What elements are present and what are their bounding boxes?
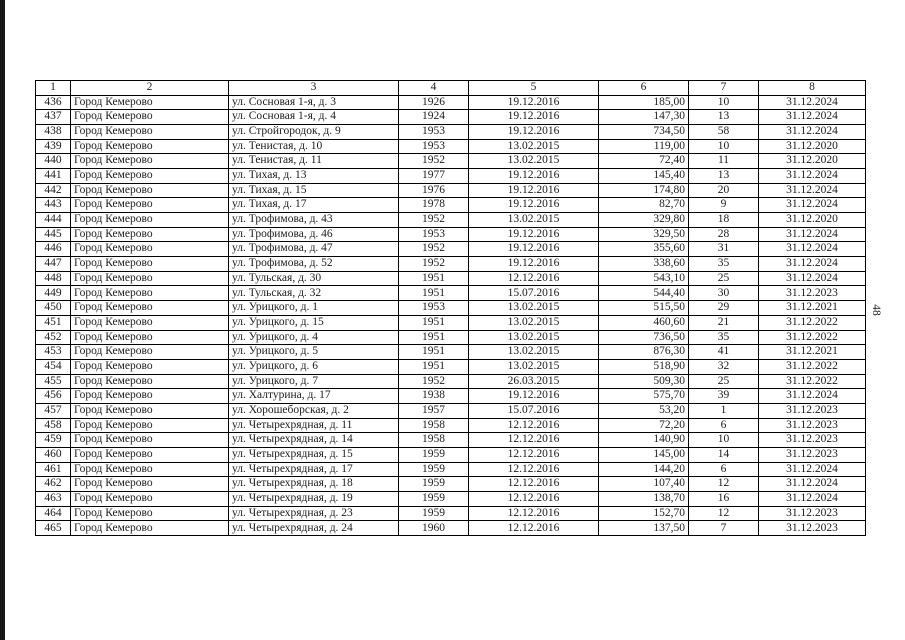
header-col-2: 2 (71, 81, 229, 96)
cell-date: 13.02.2015 (469, 154, 599, 169)
cell-date: 19.12.2016 (469, 124, 599, 139)
cell-deadline: 31.12.2024 (759, 492, 866, 507)
cell-row-number: 457 (36, 403, 71, 418)
cell-address: ул. Урицкого, д. 15 (229, 315, 399, 330)
cell-row-number: 439 (36, 139, 71, 154)
cell-date: 19.12.2016 (469, 95, 599, 110)
cell-count: 10 (689, 433, 759, 448)
cell-address: ул. Четырехрядная, д. 19 (229, 492, 399, 507)
table-container (35, 80, 866, 536)
cell-date: 19.12.2016 (469, 198, 599, 213)
cell-area: 144,20 (599, 462, 689, 477)
cell-deadline: 31.12.2024 (759, 227, 866, 242)
table-row (36, 359, 866, 374)
cell-address: ул. Трофимова, д. 46 (229, 227, 399, 242)
cell-deadline: 31.12.2023 (759, 433, 866, 448)
cell-row-number: 458 (36, 418, 71, 433)
cell-count: 9 (689, 198, 759, 213)
cell-address: ул. Тихая, д. 17 (229, 198, 399, 213)
cell-municipality: Город Кемерово (71, 477, 229, 492)
cell-deadline: 31.12.2022 (759, 315, 866, 330)
cell-count: 25 (689, 374, 759, 389)
cell-address: ул. Трофимова, д. 52 (229, 257, 399, 272)
cell-date: 13.02.2015 (469, 345, 599, 360)
cell-count: 6 (689, 418, 759, 433)
table-row (36, 462, 866, 477)
table-header (36, 81, 866, 96)
table-row (36, 389, 866, 404)
cell-area: 338,60 (599, 257, 689, 272)
cell-date: 12.12.2016 (469, 433, 599, 448)
cell-municipality: Город Кемерово (71, 154, 229, 169)
page-number: 48 (870, 304, 882, 316)
cell-year: 1959 (399, 492, 469, 507)
table-row (36, 521, 866, 536)
cell-municipality: Город Кемерово (71, 330, 229, 345)
cell-municipality: Город Кемерово (71, 198, 229, 213)
housing-register-table (35, 80, 866, 536)
cell-date: 12.12.2016 (469, 448, 599, 463)
cell-row-number: 444 (36, 213, 71, 228)
cell-count: 20 (689, 183, 759, 198)
cell-year: 1952 (399, 154, 469, 169)
cell-deadline: 31.12.2024 (759, 257, 866, 272)
cell-address: ул. Четырехрядная, д. 15 (229, 448, 399, 463)
cell-count: 30 (689, 286, 759, 301)
cell-year: 1959 (399, 462, 469, 477)
cell-area: 575,70 (599, 389, 689, 404)
cell-deadline: 31.12.2020 (759, 139, 866, 154)
cell-row-number: 462 (36, 477, 71, 492)
cell-row-number: 448 (36, 271, 71, 286)
cell-count: 13 (689, 110, 759, 125)
table-row (36, 374, 866, 389)
cell-count: 10 (689, 139, 759, 154)
cell-address: ул. Тенистая, д. 11 (229, 154, 399, 169)
cell-year: 1953 (399, 227, 469, 242)
cell-count: 35 (689, 257, 759, 272)
cell-year: 1959 (399, 448, 469, 463)
cell-municipality: Город Кемерово (71, 403, 229, 418)
cell-deadline: 31.12.2024 (759, 168, 866, 183)
cell-date: 13.02.2015 (469, 315, 599, 330)
cell-year: 1951 (399, 359, 469, 374)
cell-address: ул. Тульская, д. 30 (229, 271, 399, 286)
cell-address: ул. Стройгородок, д. 9 (229, 124, 399, 139)
table-row (36, 227, 866, 242)
cell-area: 518,90 (599, 359, 689, 374)
cell-municipality: Город Кемерово (71, 506, 229, 521)
cell-municipality: Город Кемерово (71, 257, 229, 272)
cell-area: 72,20 (599, 418, 689, 433)
header-col-1: 1 (36, 81, 71, 96)
cell-row-number: 443 (36, 198, 71, 213)
cell-count: 6 (689, 462, 759, 477)
table-row (36, 271, 866, 286)
cell-address: ул. Четырехрядная, д. 23 (229, 506, 399, 521)
cell-row-number: 441 (36, 168, 71, 183)
header-col-7: 7 (689, 81, 759, 96)
cell-deadline: 31.12.2024 (759, 242, 866, 257)
cell-deadline: 31.12.2024 (759, 110, 866, 125)
cell-row-number: 453 (36, 345, 71, 360)
cell-year: 1958 (399, 418, 469, 433)
cell-area: 138,70 (599, 492, 689, 507)
cell-deadline: 31.12.2024 (759, 462, 866, 477)
cell-count: 21 (689, 315, 759, 330)
cell-deadline: 31.12.2023 (759, 286, 866, 301)
cell-year: 1978 (399, 198, 469, 213)
table-row (36, 345, 866, 360)
cell-municipality: Город Кемерово (71, 301, 229, 316)
cell-area: 119,00 (599, 139, 689, 154)
cell-date: 12.12.2016 (469, 418, 599, 433)
cell-address: ул. Четырехрядная, д. 14 (229, 433, 399, 448)
cell-address: ул. Хорошеборская, д. 2 (229, 403, 399, 418)
cell-municipality: Город Кемерово (71, 521, 229, 536)
cell-deadline: 31.12.2023 (759, 448, 866, 463)
cell-row-number: 460 (36, 448, 71, 463)
cell-row-number: 442 (36, 183, 71, 198)
table-row (36, 139, 866, 154)
cell-municipality: Город Кемерово (71, 433, 229, 448)
table-row (36, 213, 866, 228)
cell-date: 19.12.2016 (469, 389, 599, 404)
header-col-4: 4 (399, 81, 469, 96)
cell-area: 82,70 (599, 198, 689, 213)
cell-year: 1951 (399, 330, 469, 345)
cell-row-number: 459 (36, 433, 71, 448)
table-row (36, 183, 866, 198)
cell-year: 1924 (399, 110, 469, 125)
cell-deadline: 31.12.2020 (759, 154, 866, 169)
cell-date: 12.12.2016 (469, 492, 599, 507)
cell-count: 1 (689, 403, 759, 418)
table-row (36, 124, 866, 139)
cell-row-number: 465 (36, 521, 71, 536)
cell-year: 1938 (399, 389, 469, 404)
table-row (36, 154, 866, 169)
cell-area: 140,90 (599, 433, 689, 448)
cell-year: 1959 (399, 477, 469, 492)
cell-date: 19.12.2016 (469, 183, 599, 198)
cell-area: 329,50 (599, 227, 689, 242)
cell-area: 515,50 (599, 301, 689, 316)
cell-row-number: 464 (36, 506, 71, 521)
cell-deadline: 31.12.2020 (759, 213, 866, 228)
cell-count: 16 (689, 492, 759, 507)
cell-municipality: Город Кемерово (71, 95, 229, 110)
cell-area: 147,30 (599, 110, 689, 125)
cell-area: 72,40 (599, 154, 689, 169)
cell-municipality: Город Кемерово (71, 286, 229, 301)
cell-year: 1959 (399, 506, 469, 521)
cell-row-number: 446 (36, 242, 71, 257)
cell-address: ул. Сосновая 1-я, д. 3 (229, 95, 399, 110)
cell-year: 1953 (399, 139, 469, 154)
header-row (36, 81, 866, 96)
cell-address: ул. Тихая, д. 13 (229, 168, 399, 183)
cell-municipality: Город Кемерово (71, 418, 229, 433)
cell-count: 32 (689, 359, 759, 374)
table-row (36, 448, 866, 463)
cell-deadline: 31.12.2024 (759, 477, 866, 492)
cell-year: 1952 (399, 213, 469, 228)
cell-address: ул. Тенистая, д. 10 (229, 139, 399, 154)
cell-date: 19.12.2016 (469, 242, 599, 257)
cell-address: ул. Четырехрядная, д. 11 (229, 418, 399, 433)
cell-municipality: Город Кемерово (71, 359, 229, 374)
cell-date: 12.12.2016 (469, 506, 599, 521)
cell-row-number: 436 (36, 95, 71, 110)
table-row (36, 242, 866, 257)
table-body (36, 95, 866, 536)
cell-area: 543,10 (599, 271, 689, 286)
cell-municipality: Город Кемерово (71, 462, 229, 477)
cell-municipality: Город Кемерово (71, 492, 229, 507)
cell-address: ул. Тихая, д. 15 (229, 183, 399, 198)
table-row (36, 110, 866, 125)
cell-year: 1977 (399, 168, 469, 183)
cell-year: 1958 (399, 433, 469, 448)
cell-municipality: Город Кемерово (71, 374, 229, 389)
cell-year: 1951 (399, 315, 469, 330)
cell-date: 13.02.2015 (469, 213, 599, 228)
cell-row-number: 451 (36, 315, 71, 330)
cell-count: 31 (689, 242, 759, 257)
cell-area: 355,60 (599, 242, 689, 257)
cell-year: 1951 (399, 345, 469, 360)
cell-municipality: Город Кемерово (71, 448, 229, 463)
cell-municipality: Город Кемерово (71, 213, 229, 228)
cell-address: ул. Трофимова, д. 43 (229, 213, 399, 228)
cell-area: 876,30 (599, 345, 689, 360)
table-row (36, 95, 866, 110)
cell-date: 19.12.2016 (469, 110, 599, 125)
cell-date: 19.12.2016 (469, 168, 599, 183)
cell-municipality: Город Кемерово (71, 139, 229, 154)
cell-address: ул. Тульская, д. 32 (229, 286, 399, 301)
cell-row-number: 456 (36, 389, 71, 404)
cell-count: 7 (689, 521, 759, 536)
cell-row-number: 449 (36, 286, 71, 301)
cell-row-number: 452 (36, 330, 71, 345)
cell-address: ул. Сосновая 1-я, д. 4 (229, 110, 399, 125)
cell-count: 18 (689, 213, 759, 228)
cell-count: 10 (689, 95, 759, 110)
cell-deadline: 31.12.2024 (759, 183, 866, 198)
scan-edge-artifact (0, 0, 5, 640)
cell-date: 12.12.2016 (469, 521, 599, 536)
cell-row-number: 438 (36, 124, 71, 139)
cell-address: ул. Урицкого, д. 4 (229, 330, 399, 345)
cell-area: 185,00 (599, 95, 689, 110)
cell-deadline: 31.12.2021 (759, 345, 866, 360)
cell-deadline: 31.12.2022 (759, 330, 866, 345)
cell-date: 12.12.2016 (469, 271, 599, 286)
table-row (36, 286, 866, 301)
cell-municipality: Город Кемерово (71, 389, 229, 404)
table-row (36, 403, 866, 418)
cell-row-number: 445 (36, 227, 71, 242)
cell-year: 1952 (399, 257, 469, 272)
cell-row-number: 455 (36, 374, 71, 389)
table-row (36, 477, 866, 492)
cell-address: ул. Урицкого, д. 5 (229, 345, 399, 360)
table-row (36, 315, 866, 330)
cell-address: ул. Урицкого, д. 1 (229, 301, 399, 316)
cell-municipality: Город Кемерово (71, 168, 229, 183)
cell-address: ул. Урицкого, д. 6 (229, 359, 399, 374)
cell-area: 107,40 (599, 477, 689, 492)
cell-date: 19.12.2016 (469, 227, 599, 242)
cell-date: 13.02.2015 (469, 359, 599, 374)
header-col-3: 3 (229, 81, 399, 96)
cell-deadline: 31.12.2023 (759, 521, 866, 536)
cell-area: 152,70 (599, 506, 689, 521)
cell-count: 39 (689, 389, 759, 404)
cell-date: 13.02.2015 (469, 139, 599, 154)
cell-count: 35 (689, 330, 759, 345)
table-row (36, 168, 866, 183)
cell-year: 1953 (399, 124, 469, 139)
cell-area: 736,50 (599, 330, 689, 345)
cell-year: 1951 (399, 271, 469, 286)
cell-deadline: 31.12.2021 (759, 301, 866, 316)
cell-address: ул. Трофимова, д. 47 (229, 242, 399, 257)
cell-area: 145,40 (599, 168, 689, 183)
cell-row-number: 463 (36, 492, 71, 507)
cell-date: 15.07.2016 (469, 286, 599, 301)
cell-deadline: 31.12.2024 (759, 198, 866, 213)
cell-municipality: Город Кемерово (71, 242, 229, 257)
cell-deadline: 31.12.2023 (759, 403, 866, 418)
cell-municipality: Город Кемерово (71, 227, 229, 242)
cell-date: 26.03.2015 (469, 374, 599, 389)
cell-deadline: 31.12.2024 (759, 124, 866, 139)
cell-address: ул. Урицкого, д. 7 (229, 374, 399, 389)
cell-municipality: Город Кемерово (71, 345, 229, 360)
cell-year: 1952 (399, 374, 469, 389)
cell-area: 145,00 (599, 448, 689, 463)
cell-municipality: Город Кемерово (71, 110, 229, 125)
header-col-6: 6 (599, 81, 689, 96)
cell-year: 1951 (399, 286, 469, 301)
cell-deadline: 31.12.2023 (759, 506, 866, 521)
cell-row-number: 450 (36, 301, 71, 316)
cell-date: 19.12.2016 (469, 257, 599, 272)
cell-count: 11 (689, 154, 759, 169)
cell-area: 137,50 (599, 521, 689, 536)
cell-count: 41 (689, 345, 759, 360)
cell-deadline: 31.12.2024 (759, 271, 866, 286)
cell-address: ул. Четырехрядная, д. 24 (229, 521, 399, 536)
cell-municipality: Город Кемерово (71, 183, 229, 198)
cell-year: 1976 (399, 183, 469, 198)
cell-count: 13 (689, 168, 759, 183)
cell-deadline: 31.12.2022 (759, 374, 866, 389)
cell-row-number: 440 (36, 154, 71, 169)
table-row (36, 330, 866, 345)
cell-count: 14 (689, 448, 759, 463)
cell-year: 1926 (399, 95, 469, 110)
cell-address: ул. Четырехрядная, д. 18 (229, 477, 399, 492)
table-row (36, 198, 866, 213)
cell-municipality: Город Кемерово (71, 315, 229, 330)
cell-count: 29 (689, 301, 759, 316)
cell-deadline: 31.12.2024 (759, 389, 866, 404)
header-col-5: 5 (469, 81, 599, 96)
cell-area: 460,60 (599, 315, 689, 330)
table-row (36, 301, 866, 316)
cell-count: 28 (689, 227, 759, 242)
cell-date: 13.02.2015 (469, 330, 599, 345)
cell-deadline: 31.12.2022 (759, 359, 866, 374)
cell-area: 174,80 (599, 183, 689, 198)
cell-area: 53,20 (599, 403, 689, 418)
cell-date: 12.12.2016 (469, 477, 599, 492)
cell-row-number: 437 (36, 110, 71, 125)
cell-date: 15.07.2016 (469, 403, 599, 418)
cell-year: 1953 (399, 301, 469, 316)
header-col-8: 8 (759, 81, 866, 96)
cell-year: 1960 (399, 521, 469, 536)
cell-address: ул. Халтурина, д. 17 (229, 389, 399, 404)
cell-municipality: Город Кемерово (71, 271, 229, 286)
cell-year: 1952 (399, 242, 469, 257)
cell-row-number: 447 (36, 257, 71, 272)
cell-row-number: 461 (36, 462, 71, 477)
cell-area: 734,50 (599, 124, 689, 139)
cell-count: 58 (689, 124, 759, 139)
table-row (36, 433, 866, 448)
cell-date: 13.02.2015 (469, 301, 599, 316)
cell-count: 12 (689, 506, 759, 521)
cell-count: 25 (689, 271, 759, 286)
cell-date: 12.12.2016 (469, 462, 599, 477)
cell-row-number: 454 (36, 359, 71, 374)
cell-deadline: 31.12.2023 (759, 418, 866, 433)
cell-area: 544,40 (599, 286, 689, 301)
table-row (36, 418, 866, 433)
cell-year: 1957 (399, 403, 469, 418)
cell-area: 329,80 (599, 213, 689, 228)
cell-address: ул. Четырехрядная, д. 17 (229, 462, 399, 477)
table-row (36, 257, 866, 272)
cell-count: 12 (689, 477, 759, 492)
cell-deadline: 31.12.2024 (759, 95, 866, 110)
table-row (36, 492, 866, 507)
cell-area: 509,30 (599, 374, 689, 389)
cell-municipality: Город Кемерово (71, 124, 229, 139)
table-row (36, 506, 866, 521)
